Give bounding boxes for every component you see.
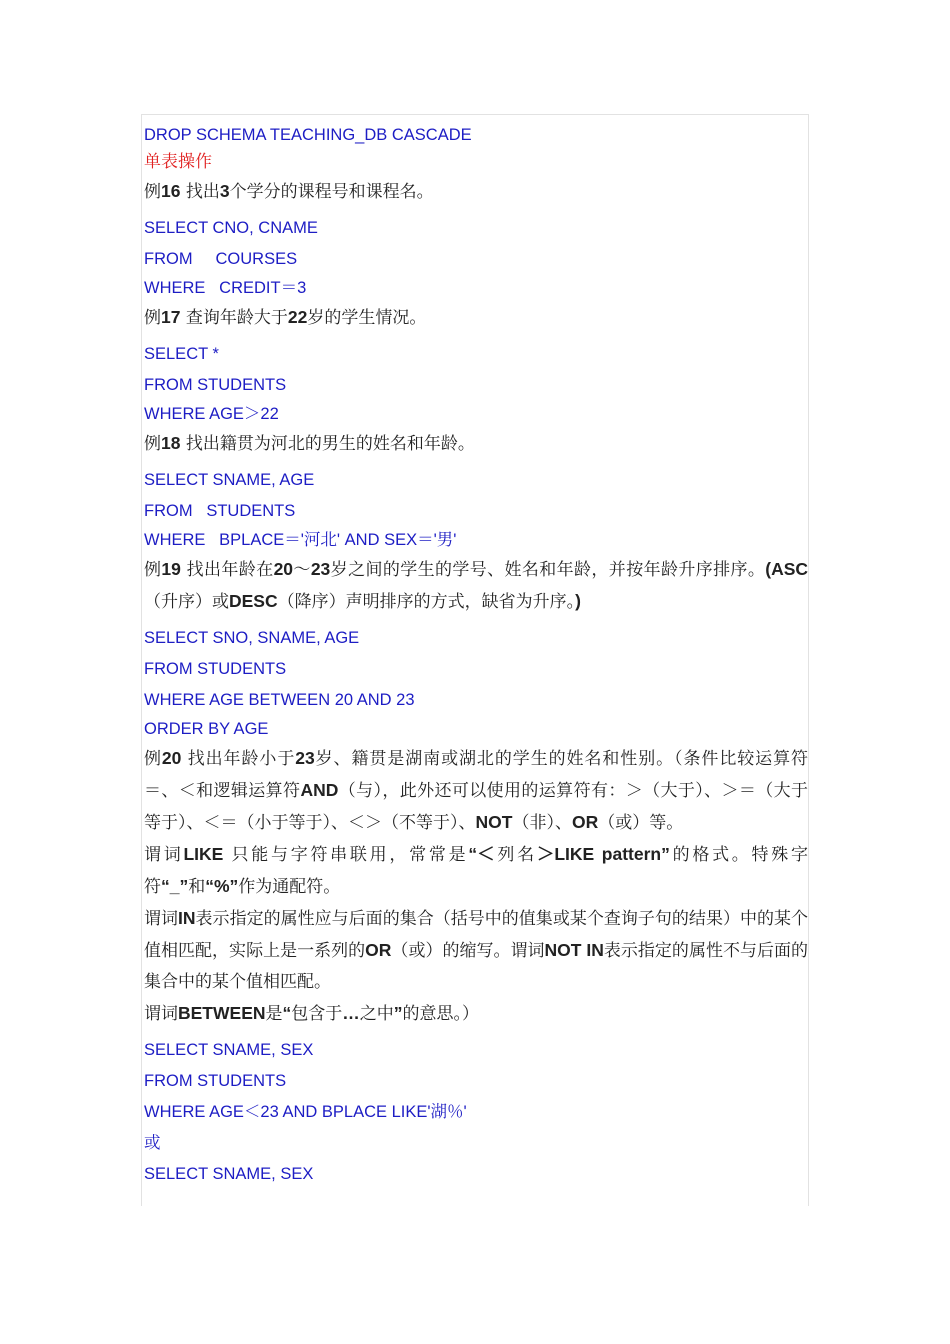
in-predicate-text: 谓词IN表示指定的属性应与后面的集合（括号中的值集或某个查询子句的结果）中的某个值相匹配，实际上是一系列的OR（或）的缩写。谓词NOT IN表示指定的属性不与后面的集合中的某个值相匹配。	[144, 908, 809, 992]
example-19-code-line: SELECT SNO, SNAME, AGE	[144, 629, 360, 647]
between-predicate-text: 谓词BETWEEN是“包含于…之中”的意思。）	[144, 1003, 479, 1024]
example-18-code-line: WHERE BPLACE＝'河北' AND SEX＝'男'	[144, 531, 457, 549]
section-heading: 单表操作	[144, 152, 212, 172]
example-17-code-line: SELECT *	[144, 345, 219, 363]
example-20-code-line: FROM STUDENTS	[144, 1072, 287, 1090]
example-16-code-line: SELECT CNO, CNAME	[144, 219, 318, 237]
example-17-code-line: FROM STUDENTS	[144, 376, 287, 394]
example-20-code-line: SELECT SNAME, SEX	[144, 1165, 314, 1183]
example-18-code-line: FROM STUDENTS	[144, 502, 296, 520]
example-18-code-line: SELECT SNAME, AGE	[144, 471, 315, 489]
drop-schema-code: DROP SCHEMA TEACHING_DB CASCADE	[144, 126, 472, 144]
example-17-code-line: WHERE AGE＞22	[144, 405, 279, 423]
example-20-code-line: SELECT SNAME, SEX	[144, 1041, 314, 1059]
example-19-code-line: WHERE AGE BETWEEN 20 AND 23	[144, 691, 415, 709]
like-predicate-text: 谓词LIKE 只能与字符串联用，常常是“＜列名＞LIKE pattern”的格式。特殊字符“_”和“%”作为通配符。	[144, 844, 809, 897]
example-16-text: 例16 找出3个学分的课程号和课程名。	[144, 181, 434, 202]
example-18-text: 例18 找出籍贯为河北的男生的姓名和年龄。	[144, 433, 475, 454]
example-20-text: 例20 找出年龄小于23岁、籍贯是湖南或湖北的学生的姓名和性别。（条件比较运算符＝、＜和逻辑运算符AND（与），此外还可以使用的运算符有：＞（大于）、＞＝（大于等于）、＜＝（小于等于）、＜＞（不等于）、NOT（非）、OR（或）等。	[144, 748, 809, 833]
example-16-code-line: WHERE CREDIT＝3	[144, 279, 307, 297]
example-20-code-line: WHERE AGE＜23 AND BPLACE LIKE'湖％'	[144, 1103, 467, 1121]
example-16-code-line: FROM COURSES	[144, 250, 298, 268]
example-20-code-line: 或	[144, 1134, 161, 1152]
example-19-text: 例19 找出年龄在20～23岁之间的学生的学号、姓名和年龄，并按年龄升序排序。(ASC（升序）或DESC（降序）声明排序的方式，缺省为升序。)	[144, 559, 809, 612]
example-19-code-line: ORDER BY AGE	[144, 720, 269, 738]
example-19-code-line: FROM STUDENTS	[144, 660, 287, 678]
example-17-text: 例17 查询年龄大于22岁的学生情况。	[144, 307, 427, 328]
document-body	[144, 122, 808, 1190]
